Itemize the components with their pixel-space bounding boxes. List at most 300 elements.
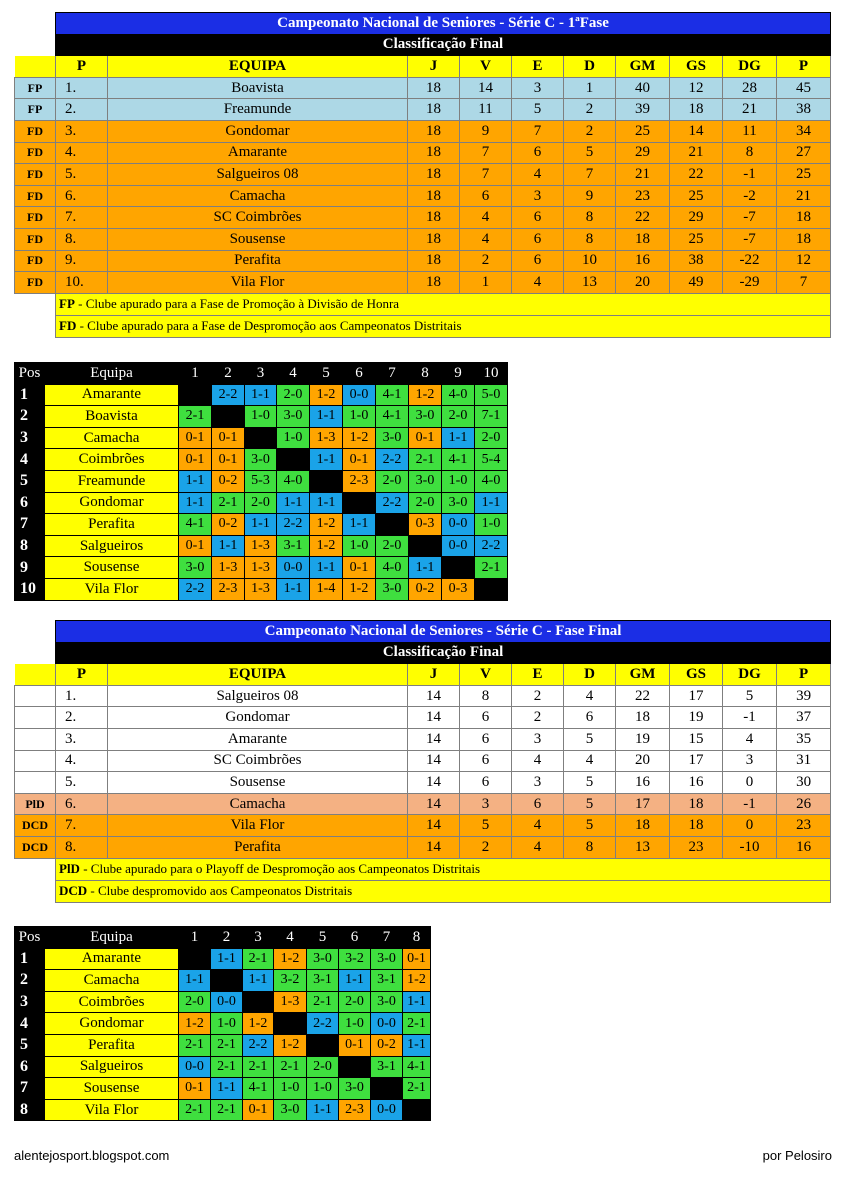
goal-diff-cell: -2 bbox=[723, 185, 777, 207]
note-text: - Clube apurado para a Fase de Promoção à Divisão de Honra bbox=[74, 296, 400, 312]
match-score: 1-0 bbox=[277, 427, 310, 449]
status-tag: FD bbox=[15, 207, 56, 229]
results-row bbox=[15, 384, 508, 406]
match-score: 1-3 bbox=[245, 578, 277, 600]
goals-for-cell: 20 bbox=[616, 750, 670, 772]
self-match-blank bbox=[179, 948, 211, 970]
wins-cell: 7 bbox=[460, 164, 512, 186]
self-match-blank bbox=[277, 449, 310, 471]
losses-cell: 2 bbox=[564, 99, 616, 121]
status-tag bbox=[15, 750, 56, 772]
games-cell: 14 bbox=[408, 707, 460, 729]
col-header: Equipa bbox=[45, 363, 179, 385]
row-position: 1 bbox=[15, 384, 45, 406]
position-cell: 6. bbox=[56, 185, 108, 207]
match-score: 1-1 bbox=[212, 535, 245, 557]
results-row bbox=[15, 1078, 431, 1100]
results-row bbox=[15, 514, 508, 536]
status-tag: FD bbox=[15, 272, 56, 294]
losses-cell: 10 bbox=[564, 250, 616, 272]
games-cell: 14 bbox=[408, 750, 460, 772]
goals-for-cell: 16 bbox=[616, 772, 670, 794]
status-tag: FD bbox=[15, 228, 56, 250]
match-score: 1-0 bbox=[211, 1013, 243, 1035]
self-match-blank bbox=[339, 1056, 371, 1078]
points-cell: 34 bbox=[777, 120, 831, 142]
row-team-name: Gondomar bbox=[45, 492, 179, 514]
col-header: 1 bbox=[179, 927, 211, 949]
team-name-cell: Camacha bbox=[108, 793, 408, 815]
col-header: D bbox=[564, 664, 616, 686]
status-tag: FP bbox=[15, 77, 56, 99]
match-score: 2-3 bbox=[212, 578, 245, 600]
table-row bbox=[15, 772, 831, 794]
losses-cell: 8 bbox=[564, 836, 616, 858]
match-score: 0-1 bbox=[179, 1078, 211, 1100]
col-header: 6 bbox=[343, 363, 376, 385]
note-text: - Clube despromovido aos Campeonatos Distritais bbox=[87, 883, 353, 899]
games-cell: 14 bbox=[408, 685, 460, 707]
match-score: 3-0 bbox=[179, 557, 212, 579]
match-score: 2-1 bbox=[212, 492, 245, 514]
goals-for-cell: 22 bbox=[616, 207, 670, 229]
points-cell: 35 bbox=[777, 728, 831, 750]
match-score: 2-2 bbox=[179, 578, 212, 600]
goal-diff-cell: -7 bbox=[723, 228, 777, 250]
wins-cell: 4 bbox=[460, 207, 512, 229]
row-position: 6 bbox=[15, 492, 45, 514]
draws-cell: 6 bbox=[512, 142, 564, 164]
points-cell: 23 bbox=[777, 815, 831, 837]
goal-diff-cell: 3 bbox=[723, 750, 777, 772]
col-header: GS bbox=[670, 664, 723, 686]
status-tag: FD bbox=[15, 120, 56, 142]
self-match-blank bbox=[475, 578, 508, 600]
position-cell: 3. bbox=[56, 120, 108, 142]
match-score: 1-2 bbox=[274, 1034, 307, 1056]
col-header: Pos bbox=[15, 927, 45, 949]
points-cell: 31 bbox=[777, 750, 831, 772]
position-cell: 8. bbox=[56, 228, 108, 250]
table-row bbox=[15, 750, 831, 772]
table-row bbox=[15, 707, 831, 729]
status-tag: DCD bbox=[15, 836, 56, 858]
team-name-cell: Salgueiros 08 bbox=[108, 685, 408, 707]
table-row bbox=[15, 815, 831, 837]
results-row bbox=[15, 406, 508, 428]
match-score: 0-2 bbox=[212, 514, 245, 536]
wins-cell: 6 bbox=[460, 772, 512, 794]
games-cell: 18 bbox=[408, 164, 460, 186]
team-name-cell: Freamunde bbox=[108, 99, 408, 121]
row-position: 10 bbox=[15, 578, 45, 600]
team-name-cell: Amarante bbox=[108, 728, 408, 750]
results-row bbox=[15, 970, 431, 992]
match-score: 2-2 bbox=[212, 384, 245, 406]
match-score: 1-2 bbox=[179, 1013, 211, 1035]
row-team-name: Freamunde bbox=[45, 470, 179, 492]
col-header: J bbox=[408, 56, 460, 78]
goals-against-cell: 38 bbox=[670, 250, 723, 272]
col-header: 10 bbox=[475, 363, 508, 385]
wins-cell: 9 bbox=[460, 120, 512, 142]
match-score: 1-0 bbox=[274, 1078, 307, 1100]
match-score: 0-1 bbox=[343, 449, 376, 471]
match-score: 3-0 bbox=[371, 991, 403, 1013]
match-score: 0-0 bbox=[277, 557, 310, 579]
phase2-results-matrix bbox=[14, 926, 431, 1121]
team-name-cell: SC Coimbrões bbox=[108, 207, 408, 229]
position-cell: 1. bbox=[56, 685, 108, 707]
footer-site-link[interactable]: alentejosport.blogspot.com bbox=[14, 1148, 170, 1163]
col-header: Equipa bbox=[45, 927, 179, 949]
match-score: 2-0 bbox=[409, 492, 442, 514]
match-score: 1-1 bbox=[277, 492, 310, 514]
results-row bbox=[15, 535, 508, 557]
goals-for-cell: 18 bbox=[616, 815, 670, 837]
self-match-blank bbox=[343, 492, 376, 514]
row-team-name: Sousense bbox=[45, 1078, 179, 1100]
team-name-cell: Gondomar bbox=[108, 707, 408, 729]
goals-against-cell: 18 bbox=[670, 99, 723, 121]
row-position: 5 bbox=[15, 470, 45, 492]
losses-cell: 13 bbox=[564, 272, 616, 294]
losses-cell: 2 bbox=[564, 120, 616, 142]
points-cell: 27 bbox=[777, 142, 831, 164]
col-header: GM bbox=[616, 664, 670, 686]
wins-cell: 7 bbox=[460, 142, 512, 164]
table-row bbox=[15, 164, 831, 186]
wins-cell: 1 bbox=[460, 272, 512, 294]
match-score: 3-0 bbox=[339, 1078, 371, 1100]
match-score: 1-1 bbox=[211, 1078, 243, 1100]
match-score: 0-1 bbox=[339, 1034, 371, 1056]
match-score: 2-1 bbox=[211, 1099, 243, 1121]
col-header: Pos bbox=[15, 363, 45, 385]
table-row bbox=[15, 185, 831, 207]
col-header: 8 bbox=[403, 927, 431, 949]
table-row bbox=[15, 207, 831, 229]
match-score: 4-0 bbox=[376, 557, 409, 579]
goal-diff-cell: -22 bbox=[723, 250, 777, 272]
match-score: 2-2 bbox=[376, 492, 409, 514]
self-match-blank bbox=[376, 514, 409, 536]
col-header: DG bbox=[723, 56, 777, 78]
match-score: 4-1 bbox=[403, 1056, 431, 1078]
col-header: EQUIPA bbox=[108, 664, 408, 686]
goals-against-cell: 17 bbox=[670, 750, 723, 772]
note-text: - Clube apurado para o Playoff de Despromoção aos Campeonatos Distritais bbox=[79, 861, 481, 877]
games-cell: 18 bbox=[408, 250, 460, 272]
results-row bbox=[15, 492, 508, 514]
results-row bbox=[15, 470, 508, 492]
losses-cell: 5 bbox=[564, 815, 616, 837]
draws-cell: 4 bbox=[512, 836, 564, 858]
match-score: 2-0 bbox=[307, 1056, 339, 1078]
draws-cell: 2 bbox=[512, 685, 564, 707]
goals-for-cell: 18 bbox=[616, 228, 670, 250]
match-score: 3-0 bbox=[274, 1099, 307, 1121]
match-score: 1-0 bbox=[442, 470, 475, 492]
match-score: 0-0 bbox=[371, 1013, 403, 1035]
draws-cell: 3 bbox=[512, 728, 564, 750]
col-header: P bbox=[777, 56, 831, 78]
match-score: 1-3 bbox=[245, 535, 277, 557]
col-header: E bbox=[512, 664, 564, 686]
goals-for-cell: 16 bbox=[616, 250, 670, 272]
goals-for-cell: 21 bbox=[616, 164, 670, 186]
losses-cell: 5 bbox=[564, 142, 616, 164]
draws-cell: 4 bbox=[512, 815, 564, 837]
self-match-blank bbox=[310, 470, 343, 492]
self-match-blank bbox=[212, 406, 245, 428]
team-name-cell: Gondomar bbox=[108, 120, 408, 142]
note-text: - Clube apurado para a Fase de Despromoção aos Campeonatos Distritais bbox=[76, 318, 462, 334]
points-cell: 21 bbox=[777, 185, 831, 207]
self-match-blank bbox=[403, 1099, 431, 1121]
position-cell: 10. bbox=[56, 272, 108, 294]
goals-for-cell: 25 bbox=[616, 120, 670, 142]
goals-against-cell: 49 bbox=[670, 272, 723, 294]
match-score: 1-2 bbox=[409, 384, 442, 406]
match-score: 1-1 bbox=[403, 991, 431, 1013]
match-score: 2-3 bbox=[339, 1099, 371, 1121]
table-row bbox=[15, 250, 831, 272]
phase1-standings-table bbox=[14, 12, 831, 338]
col-header: 9 bbox=[442, 363, 475, 385]
draws-cell: 2 bbox=[512, 707, 564, 729]
col-header: 4 bbox=[277, 363, 310, 385]
team-name-cell: Sousense bbox=[108, 772, 408, 794]
position-cell: 3. bbox=[56, 728, 108, 750]
losses-cell: 7 bbox=[564, 164, 616, 186]
row-position: 2 bbox=[15, 406, 45, 428]
phase1-note bbox=[56, 315, 831, 337]
results-row bbox=[15, 557, 508, 579]
match-score: 0-0 bbox=[442, 535, 475, 557]
position-cell: 9. bbox=[56, 250, 108, 272]
match-score: 0-3 bbox=[409, 514, 442, 536]
match-score: 2-0 bbox=[277, 384, 310, 406]
match-score: 1-1 bbox=[245, 514, 277, 536]
losses-cell: 4 bbox=[564, 685, 616, 707]
match-score: 1-1 bbox=[310, 406, 343, 428]
table-row bbox=[15, 99, 831, 121]
self-match-blank bbox=[243, 991, 274, 1013]
phase1-results-matrix bbox=[14, 362, 508, 601]
row-team-name: Perafita bbox=[45, 1034, 179, 1056]
position-cell: 1. bbox=[56, 77, 108, 99]
status-tag bbox=[15, 685, 56, 707]
results-row bbox=[15, 1056, 431, 1078]
draws-cell: 6 bbox=[512, 207, 564, 229]
self-match-blank bbox=[307, 1034, 339, 1056]
match-score: 0-1 bbox=[409, 427, 442, 449]
draws-cell: 6 bbox=[512, 228, 564, 250]
goals-against-cell: 14 bbox=[670, 120, 723, 142]
team-name-cell: Camacha bbox=[108, 185, 408, 207]
match-score: 0-0 bbox=[442, 514, 475, 536]
match-score: 2-1 bbox=[179, 1099, 211, 1121]
col-header: J bbox=[408, 664, 460, 686]
match-score: 2-1 bbox=[211, 1034, 243, 1056]
position-cell: 2. bbox=[56, 99, 108, 121]
team-name-cell: Boavista bbox=[108, 77, 408, 99]
match-score: 4-1 bbox=[179, 514, 212, 536]
wins-cell: 8 bbox=[460, 685, 512, 707]
goals-for-cell: 23 bbox=[616, 185, 670, 207]
col-header: 3 bbox=[245, 363, 277, 385]
match-score: 1-1 bbox=[310, 492, 343, 514]
status-tag: FD bbox=[15, 185, 56, 207]
note-abbr: FD bbox=[59, 318, 77, 334]
match-score: 2-1 bbox=[179, 406, 212, 428]
match-score: 1-1 bbox=[343, 514, 376, 536]
match-score: 1-1 bbox=[211, 948, 243, 970]
table-row bbox=[15, 77, 831, 99]
match-score: 1-2 bbox=[310, 535, 343, 557]
goal-diff-cell: 28 bbox=[723, 77, 777, 99]
goals-against-cell: 16 bbox=[670, 772, 723, 794]
phase1-subtitle: Classificação Final bbox=[56, 34, 831, 56]
status-tag: FD bbox=[15, 250, 56, 272]
row-position: 8 bbox=[15, 535, 45, 557]
games-cell: 18 bbox=[408, 185, 460, 207]
match-score: 1-2 bbox=[310, 384, 343, 406]
losses-cell: 5 bbox=[564, 772, 616, 794]
wins-cell: 3 bbox=[460, 793, 512, 815]
position-cell: 7. bbox=[56, 815, 108, 837]
match-score: 3-1 bbox=[277, 535, 310, 557]
goals-against-cell: 25 bbox=[670, 228, 723, 250]
match-score: 1-0 bbox=[343, 535, 376, 557]
wins-cell: 5 bbox=[460, 815, 512, 837]
match-score: 4-0 bbox=[442, 384, 475, 406]
goal-diff-cell: 21 bbox=[723, 99, 777, 121]
self-match-blank bbox=[179, 384, 212, 406]
goals-against-cell: 15 bbox=[670, 728, 723, 750]
position-cell: 2. bbox=[56, 707, 108, 729]
note-abbr: DCD bbox=[59, 883, 88, 899]
team-name-cell: SC Coimbrões bbox=[108, 750, 408, 772]
col-header: P bbox=[56, 56, 108, 78]
phase2-standings-table bbox=[14, 620, 831, 903]
goal-diff-cell: 0 bbox=[723, 772, 777, 794]
match-score: 2-1 bbox=[403, 1078, 431, 1100]
col-header: 5 bbox=[310, 363, 343, 385]
match-score: 3-0 bbox=[376, 578, 409, 600]
wins-cell: 14 bbox=[460, 77, 512, 99]
match-score: 2-0 bbox=[339, 991, 371, 1013]
match-score: 0-1 bbox=[179, 427, 212, 449]
match-score: 2-1 bbox=[211, 1056, 243, 1078]
results-row bbox=[15, 991, 431, 1013]
col-header: 2 bbox=[212, 363, 245, 385]
self-match-blank bbox=[211, 970, 243, 992]
status-tag: FD bbox=[15, 164, 56, 186]
table-row bbox=[15, 836, 831, 858]
draws-cell: 4 bbox=[512, 750, 564, 772]
position-cell: 7. bbox=[56, 207, 108, 229]
results-row bbox=[15, 1099, 431, 1121]
self-match-blank bbox=[274, 1013, 307, 1035]
losses-cell: 8 bbox=[564, 207, 616, 229]
match-score: 3-2 bbox=[339, 948, 371, 970]
row-team-name: Salgueiros bbox=[45, 535, 179, 557]
match-score: 1-1 bbox=[310, 449, 343, 471]
match-score: 5-4 bbox=[475, 449, 508, 471]
team-name-cell: Vila Flor bbox=[108, 272, 408, 294]
match-score: 3-0 bbox=[442, 492, 475, 514]
results-header-row bbox=[15, 927, 431, 949]
results-row bbox=[15, 427, 508, 449]
match-score: 1-1 bbox=[310, 557, 343, 579]
match-score: 1-2 bbox=[343, 427, 376, 449]
wins-cell: 6 bbox=[460, 750, 512, 772]
match-score: 2-2 bbox=[277, 514, 310, 536]
match-score: 1-2 bbox=[403, 970, 431, 992]
match-score: 3-1 bbox=[371, 1056, 403, 1078]
match-score: 1-3 bbox=[245, 557, 277, 579]
match-score: 0-2 bbox=[371, 1034, 403, 1056]
match-score: 0-2 bbox=[212, 470, 245, 492]
goals-against-cell: 21 bbox=[670, 142, 723, 164]
row-position: 4 bbox=[15, 1013, 45, 1035]
goal-diff-cell: 8 bbox=[723, 142, 777, 164]
goal-diff-cell: -7 bbox=[723, 207, 777, 229]
col-header: P bbox=[777, 664, 831, 686]
match-score: 1-1 bbox=[277, 578, 310, 600]
match-score: 2-0 bbox=[179, 991, 211, 1013]
row-team-name: Boavista bbox=[45, 406, 179, 428]
row-team-name: Vila Flor bbox=[45, 1099, 179, 1121]
row-position: 7 bbox=[15, 514, 45, 536]
col-header: 8 bbox=[409, 363, 442, 385]
self-match-blank bbox=[245, 427, 277, 449]
results-header-row bbox=[15, 363, 508, 385]
col-header: 7 bbox=[376, 363, 409, 385]
row-team-name: Gondomar bbox=[45, 1013, 179, 1035]
note-abbr: FP bbox=[59, 296, 75, 312]
match-score: 3-0 bbox=[307, 948, 339, 970]
phase1-header-row bbox=[15, 56, 831, 78]
draws-cell: 5 bbox=[512, 99, 564, 121]
match-score: 3-0 bbox=[245, 449, 277, 471]
table-row bbox=[15, 142, 831, 164]
match-score: 1-4 bbox=[310, 578, 343, 600]
games-cell: 14 bbox=[408, 793, 460, 815]
match-score: 2-2 bbox=[243, 1034, 274, 1056]
match-score: 2-0 bbox=[376, 535, 409, 557]
match-score: 0-1 bbox=[403, 948, 431, 970]
position-cell: 4. bbox=[56, 750, 108, 772]
goals-for-cell: 19 bbox=[616, 728, 670, 750]
goals-against-cell: 19 bbox=[670, 707, 723, 729]
row-team-name: Salgueiros bbox=[45, 1056, 179, 1078]
match-score: 1-1 bbox=[179, 470, 212, 492]
match-score: 2-0 bbox=[245, 492, 277, 514]
match-score: 3-0 bbox=[277, 406, 310, 428]
match-score: 0-1 bbox=[343, 557, 376, 579]
table-row bbox=[15, 272, 831, 294]
table-row bbox=[15, 228, 831, 250]
goals-against-cell: 17 bbox=[670, 685, 723, 707]
match-score: 1-1 bbox=[475, 492, 508, 514]
match-score: 2-1 bbox=[409, 449, 442, 471]
col-header: 6 bbox=[339, 927, 371, 949]
row-team-name: Perafita bbox=[45, 514, 179, 536]
match-score: 1-0 bbox=[307, 1078, 339, 1100]
